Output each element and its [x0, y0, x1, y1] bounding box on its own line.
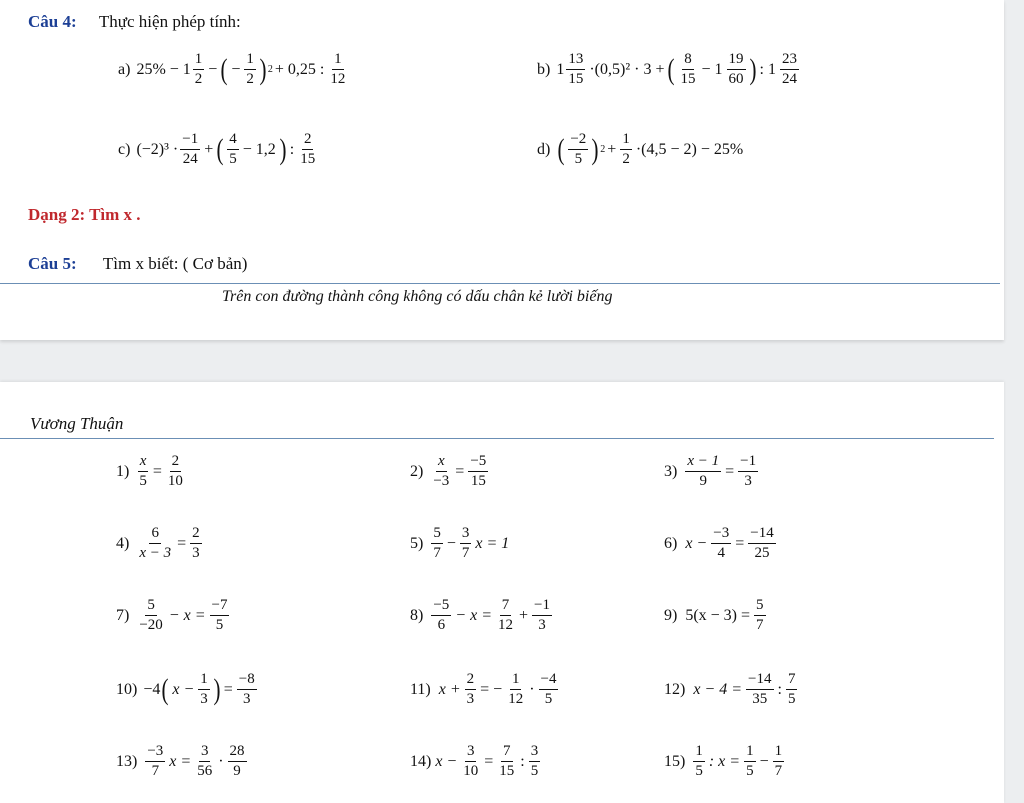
denominator: 56 [197, 763, 213, 779]
numerator: −5 [468, 454, 488, 472]
numerator: 6 [149, 526, 161, 544]
numerator: −1 [180, 132, 200, 150]
fraction [244, 52, 256, 87]
denominator: 3 [744, 473, 752, 489]
denominator: 15 [300, 151, 316, 167]
minus-sign: − [231, 60, 241, 78]
numerator: 7 [501, 744, 513, 762]
exercise-11 [410, 672, 560, 707]
denominator: 3 [192, 545, 200, 561]
denominator: x − 3 [139, 545, 172, 561]
expr-text: x = [169, 752, 192, 770]
exercise-number: 15) [664, 752, 686, 770]
denominator: 7 [756, 617, 764, 633]
expr-text: x − [435, 752, 458, 770]
fraction [693, 744, 705, 779]
fraction [193, 52, 205, 87]
denominator: 12 [498, 617, 513, 633]
expr-text: + 0,25 : [274, 60, 325, 78]
operator: = [484, 752, 494, 770]
question-5-header [28, 254, 247, 274]
numerator: 5 [431, 526, 443, 544]
denominator: 5 [695, 763, 703, 779]
expr-text: (−2)³ · [136, 140, 179, 158]
exercise-14 [410, 744, 542, 779]
exercise-6 [664, 526, 778, 561]
numerator: −2 [568, 132, 588, 150]
fraction [137, 598, 164, 633]
denominator: 10 [463, 763, 479, 779]
denominator: 7 [774, 763, 783, 779]
numerator: −14 [746, 672, 773, 690]
fraction [227, 132, 239, 167]
numerator: −1 [738, 454, 758, 472]
denominator: 3 [243, 691, 251, 707]
expr-text: : 1 [759, 60, 776, 78]
denominator: 7 [461, 545, 470, 561]
expr-text: −4 [143, 680, 161, 698]
operator: = [152, 462, 162, 480]
numerator: 1 [332, 52, 344, 70]
left-paren: ( [216, 132, 224, 166]
question-4-title: Thực hiện phép tính: [98, 12, 241, 31]
numerator: 13 [566, 52, 585, 70]
exercise-number: 9) [664, 606, 678, 624]
numerator: 2 [190, 526, 202, 544]
exercise-number: 3) [664, 462, 678, 480]
header-divider [0, 438, 994, 439]
fraction [468, 454, 488, 489]
operator: − [446, 534, 456, 552]
denominator: 3 [466, 691, 475, 707]
denominator: 10 [167, 473, 183, 489]
expr-text: ·(0,5)² · 3 + [589, 60, 665, 78]
exercise-1 [116, 454, 187, 489]
fraction [460, 526, 472, 561]
footer-divider [0, 283, 1000, 284]
expr-text: 5(x − 3) = [685, 606, 751, 624]
expr-text: − x = [168, 606, 206, 624]
author-header: Vương Thuận [30, 414, 124, 433]
fraction [685, 454, 721, 489]
right-paren: ) [591, 132, 599, 166]
fraction [678, 52, 697, 87]
operator: · [529, 680, 535, 698]
exercise-number: 10) [116, 680, 138, 698]
exercise-label: b) [537, 60, 551, 78]
exercise-label: a) [118, 60, 131, 78]
operator: − [208, 60, 218, 78]
denominator: 2 [622, 151, 630, 167]
fraction [137, 526, 173, 561]
denominator: 5 [215, 617, 224, 633]
numerator: 7 [786, 672, 798, 690]
operator: : [289, 140, 295, 158]
exponent: 2 [267, 64, 273, 75]
operator: : [777, 680, 782, 698]
fraction [465, 672, 477, 707]
denominator: 60 [728, 71, 744, 87]
fraction [431, 598, 451, 633]
exercise-5 [410, 526, 511, 561]
exercise-label: d) [537, 140, 551, 158]
exercise-13 [116, 744, 249, 779]
fraction [210, 598, 230, 633]
fraction [780, 52, 799, 87]
fraction [711, 526, 731, 561]
question-5-title: Tìm x biết: ( Cơ bản) [102, 254, 248, 273]
fraction [506, 672, 525, 707]
question-4-label: Câu 4: [28, 12, 77, 31]
fraction [237, 672, 257, 707]
denominator: 15 [568, 71, 584, 87]
numerator: 5 [754, 598, 766, 616]
fraction [298, 132, 317, 167]
numerator: 7 [500, 598, 512, 616]
fraction [137, 454, 149, 489]
numerator: 2 [465, 672, 477, 690]
exercise-2 [410, 454, 490, 489]
exercise-number: 13) [116, 752, 138, 770]
numerator: 3 [529, 744, 541, 762]
fraction [727, 52, 746, 87]
operator: = [223, 680, 233, 698]
fraction [496, 598, 515, 633]
fraction [748, 526, 775, 561]
operator: + [204, 140, 214, 158]
operator: = [455, 462, 465, 480]
left-paren: ( [161, 672, 169, 706]
numerator: −7 [210, 598, 230, 616]
footer-quote: Trên con đường thành công không có dấu chân kẻ lười biếng [222, 288, 613, 305]
exercise-number: 4) [116, 534, 130, 552]
expr-text: x + [438, 680, 461, 698]
fraction [145, 744, 165, 779]
denominator: 5 [787, 691, 796, 707]
numerator: 8 [682, 52, 694, 70]
denominator: 15 [499, 763, 515, 779]
exercise-number: 11) [410, 680, 431, 698]
exercise-number: 7) [116, 606, 130, 624]
numerator: 5 [145, 598, 157, 616]
exercise-number: 8) [410, 606, 424, 624]
denominator: 5 [229, 151, 237, 167]
numerator: 4 [227, 132, 239, 150]
operator: = − [480, 680, 503, 698]
numerator: 1 [510, 672, 522, 690]
fraction [620, 132, 632, 167]
denominator: 3 [538, 617, 546, 633]
fraction [497, 744, 516, 779]
exercise-8 [410, 598, 554, 633]
fraction [328, 52, 347, 87]
fraction [431, 526, 443, 561]
exercise-label: c) [118, 140, 131, 158]
denominator: 2 [194, 71, 203, 87]
denominator: 7 [433, 545, 441, 561]
numerator: 1 [244, 52, 256, 70]
numerator: x − 1 [685, 454, 721, 472]
expr-text: − 1 [701, 60, 723, 78]
fraction [195, 744, 214, 779]
numerator: 1 [198, 672, 210, 690]
expr-text: − x = [455, 606, 492, 624]
numerator: 3 [460, 526, 472, 544]
denominator: 4 [717, 545, 725, 561]
right-paren: ) [213, 672, 221, 706]
numerator: 1 [773, 744, 785, 762]
operator: : [520, 752, 525, 770]
fraction [431, 454, 451, 489]
numerator: 1 [693, 744, 705, 762]
numerator: 1 [620, 132, 632, 150]
denominator: 7 [151, 763, 160, 779]
document-page-1 [0, 0, 1004, 340]
exercise-number: 12) [664, 680, 686, 698]
exercise-4a [118, 52, 349, 87]
exercise-number: 14) [410, 752, 432, 770]
fraction [744, 744, 756, 779]
numerator: −3 [145, 744, 165, 762]
fraction [529, 744, 541, 779]
fraction [773, 744, 785, 779]
exercise-4b [537, 52, 801, 87]
exercise-number: 2) [410, 462, 424, 480]
fraction [568, 132, 588, 167]
numerator: 2 [302, 132, 314, 150]
denominator: 24 [781, 71, 797, 87]
fraction [180, 132, 200, 167]
numerator: x [138, 454, 149, 472]
numerator: −3 [711, 526, 731, 544]
numerator: 1 [744, 744, 756, 762]
expr-text: 25% − 1 [136, 60, 191, 78]
fraction [190, 526, 202, 561]
exercise-3 [664, 454, 760, 489]
expr-text: 1 [556, 60, 565, 78]
numerator: −8 [237, 672, 257, 690]
fraction [738, 454, 758, 489]
expr-text: x − [172, 680, 195, 698]
exercise-number: 1) [116, 462, 130, 480]
exercise-7 [116, 598, 231, 633]
denominator: −20 [139, 617, 163, 633]
exponent: 2 [600, 144, 606, 155]
fraction [532, 598, 552, 633]
denominator: 24 [182, 151, 198, 167]
denominator: 15 [470, 473, 486, 489]
numerator: 2 [170, 454, 182, 472]
numerator: 19 [727, 52, 746, 70]
fraction [166, 454, 185, 489]
question-5-label: Câu 5: [28, 254, 77, 273]
right-paren: ) [259, 52, 267, 86]
denominator: 12 [508, 691, 524, 707]
expr-text: x − [685, 534, 708, 552]
fraction [754, 598, 766, 633]
fraction [746, 672, 773, 707]
denominator: 6 [437, 617, 446, 633]
exercise-9 [664, 598, 768, 633]
denominator: 2 [246, 71, 254, 87]
fraction [228, 744, 247, 779]
denominator: 5 [574, 151, 583, 167]
denominator: 15 [680, 71, 696, 87]
denominator: 5 [139, 473, 147, 489]
numerator: x [436, 454, 447, 472]
operator: + [519, 606, 529, 624]
numerator: 3 [465, 744, 477, 762]
numerator: −14 [748, 526, 775, 544]
question-4-header [28, 12, 241, 32]
fraction [786, 672, 798, 707]
exercise-number: 6) [664, 534, 678, 552]
left-paren: ( [557, 132, 565, 166]
right-paren: ) [749, 52, 756, 86]
expr-text: : x = [708, 752, 741, 770]
fraction [198, 672, 210, 707]
fraction [566, 52, 585, 87]
exercise-4 [116, 526, 204, 561]
exercise-4c [118, 132, 319, 167]
expr-text: x − 4 = [693, 680, 743, 698]
right-paren: ) [279, 132, 287, 166]
operator: − [759, 752, 769, 770]
numerator: −4 [539, 672, 559, 690]
numerator: 28 [228, 744, 247, 762]
expr-text: x = 1 [475, 534, 510, 552]
numerator: −5 [431, 598, 451, 616]
denominator: −3 [433, 473, 450, 489]
numerator: 23 [780, 52, 799, 70]
exercise-4d [537, 132, 745, 167]
operator: = [735, 534, 745, 552]
denominator: 3 [200, 691, 208, 707]
operator: · [218, 752, 224, 770]
denominator: 5 [746, 763, 754, 779]
exercise-10 [116, 672, 259, 707]
operator: = [177, 534, 187, 552]
left-paren: ( [667, 52, 675, 86]
expr-text: ·(4,5 − 2) − 25% [635, 140, 744, 158]
operator: = [725, 462, 735, 480]
exercise-12 [664, 672, 799, 707]
document-page-2 [0, 382, 1004, 803]
exercise-15 [664, 744, 786, 779]
denominator: 5 [530, 763, 539, 779]
denominator: 25 [754, 545, 770, 561]
numerator: 1 [193, 52, 205, 70]
numerator: −1 [532, 598, 552, 616]
fraction [539, 672, 559, 707]
fraction [461, 744, 480, 779]
left-paren: ( [220, 52, 228, 86]
expr-text: − 1,2 [242, 140, 276, 158]
denominator: 9 [699, 473, 707, 489]
denominator: 35 [752, 691, 768, 707]
denominator: 9 [233, 763, 241, 779]
dang-2-heading: Dạng 2: Tìm x . [28, 205, 141, 224]
denominator: 12 [330, 71, 346, 87]
operator: + [607, 140, 617, 158]
denominator: 5 [544, 691, 553, 707]
exercise-number: 5) [410, 534, 424, 552]
numerator: 3 [199, 744, 211, 762]
